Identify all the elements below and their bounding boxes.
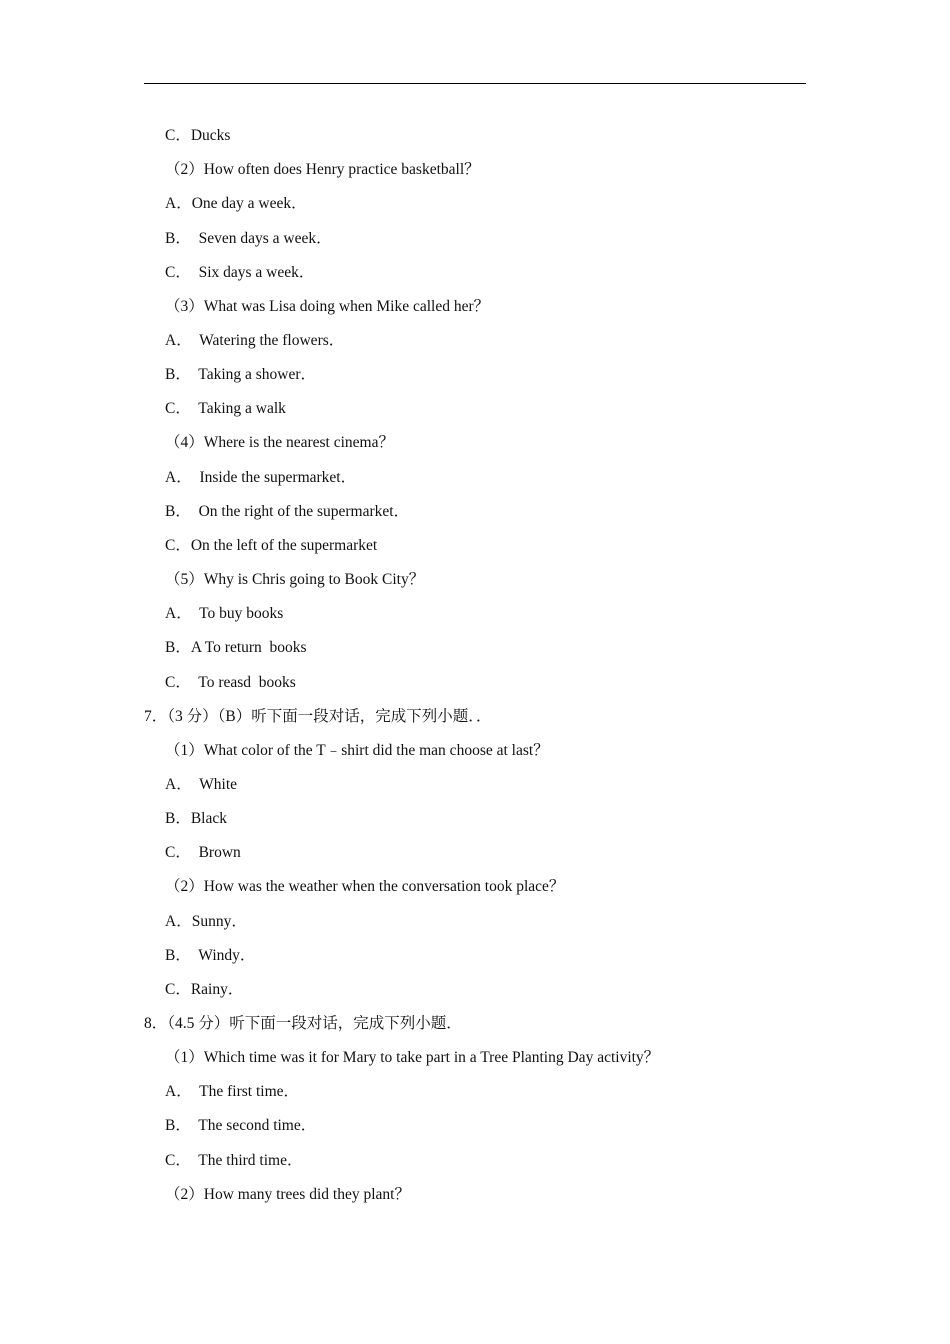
- option-line: C． Taking a walk: [165, 400, 286, 417]
- option-line: B． Windy．: [165, 947, 256, 964]
- sub-question: （5）Why is Chris going to Book City？: [165, 571, 425, 588]
- option-line: A． Inside the supermarket．: [165, 469, 357, 486]
- sub-question: （3）What was Lisa doing when Mike called her？: [165, 298, 490, 315]
- option-line: B． Taking a shower．: [165, 366, 317, 383]
- sub-question: （2）How was the weather when the conversation took place？: [165, 878, 565, 895]
- option-line: C．On the left of the supermarket: [165, 537, 378, 554]
- option-line: A．Sunny．: [165, 913, 247, 930]
- option-line: B．A To return books: [165, 639, 307, 656]
- option-line: A． Watering the flowers．: [165, 332, 345, 349]
- option-line: C．Ducks: [165, 127, 231, 144]
- option-line: A． White: [165, 776, 238, 793]
- option-line: A． To buy books: [165, 605, 284, 622]
- option-line: B． Seven days a week．: [165, 230, 332, 247]
- option-line: C． Six days a week．: [165, 264, 315, 281]
- option-line: C． To reasd books: [165, 674, 296, 691]
- question-heading: 7．（3 分）（B）听下面一段对话，完成下列小题．．: [144, 708, 492, 725]
- option-line: C． Brown: [165, 844, 241, 861]
- option-line: A．One day a week．: [165, 195, 307, 212]
- option-line: B．Black: [165, 810, 227, 827]
- sub-question: （1）Which time was it for Mary to take part in a Tree Planting Day activity？: [165, 1049, 660, 1066]
- sub-question: （2）How often does Henry practice basketball？: [165, 161, 480, 178]
- header-rule: [144, 83, 806, 84]
- sub-question: （4）Where is the nearest cinema？: [165, 434, 394, 451]
- question-heading: 8．（4.5 分）听下面一段对话，完成下列小题．: [144, 1015, 462, 1032]
- option-line: B． The second time．: [165, 1117, 317, 1134]
- sub-question: （1）What color of the T﹣shirt did the man choose at last？: [165, 742, 549, 759]
- option-line: C． The third time．: [165, 1152, 303, 1169]
- option-line: B． On the right of the supermarket．: [165, 503, 410, 520]
- option-line: C．Rainy．: [165, 981, 244, 998]
- sub-question: （2）How many trees did they plant？: [165, 1186, 410, 1203]
- option-line: A． The first time．: [165, 1083, 300, 1100]
